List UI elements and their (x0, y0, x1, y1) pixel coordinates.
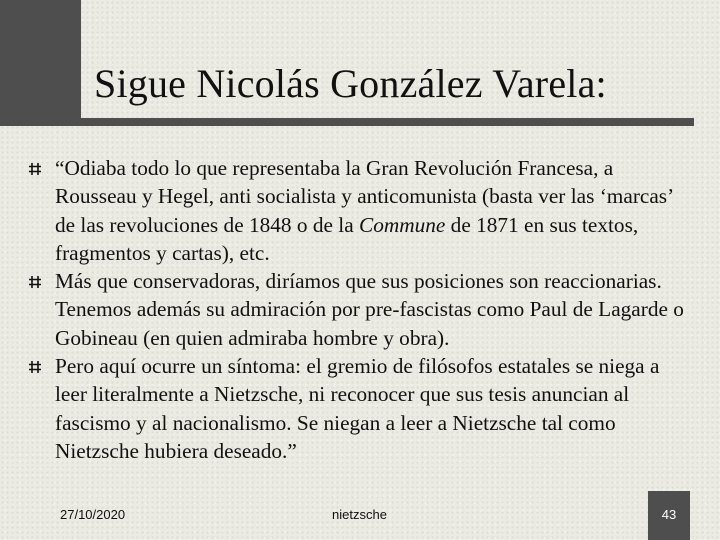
bullet-text: de 1871 en sus textos, fragmentos y cartas), etc. (55, 212, 639, 265)
bullet-item (28, 352, 688, 465)
bullet-text-italic: Commune (358, 212, 446, 237)
page-number-badge (648, 491, 690, 540)
hash-bullet-icon (28, 162, 42, 176)
page-number: 43 (661, 507, 677, 522)
bullet-text: “Odiaba todo lo que representaba la Gran Revolución Francesa, a Rousseau y Hegel, anti socialista y anticomunista (basta ver las ‘marcas’ de las revoluciones de 1848 o de la (55, 156, 673, 237)
title-underline-bar (0, 118, 694, 126)
footer-center-text: nietzsche (332, 507, 387, 522)
hash-bullet-icon (28, 275, 42, 289)
title-accent-bar (0, 0, 81, 118)
bullet-item (28, 154, 688, 267)
bullet-list (28, 154, 688, 465)
slide-title: Sigue Nicolás González Varela: (94, 61, 607, 106)
bullet-text: Más que conservadoras, diríamos que sus posiciones son reaccionarias. Tenemos además su admiración por pre-fascistas como Paul de Lagarde o Gobineau (en quien admiraba hombre y obra). (55, 269, 684, 350)
hash-bullet-icon (28, 360, 42, 374)
bullet-text: Pero aquí ocurre un síntoma: el gremio de filósofos estatales se niega a leer literalmente a Nietzsche, ni reconocer que sus tesis anuncian al fascismo y al nacionalismo. Se niegan a leer a Nietzsche tal como Nietzsche hubiera deseado.” (55, 354, 660, 463)
bullet-item (28, 267, 688, 352)
footer-date: 27/10/2020 (60, 507, 126, 522)
